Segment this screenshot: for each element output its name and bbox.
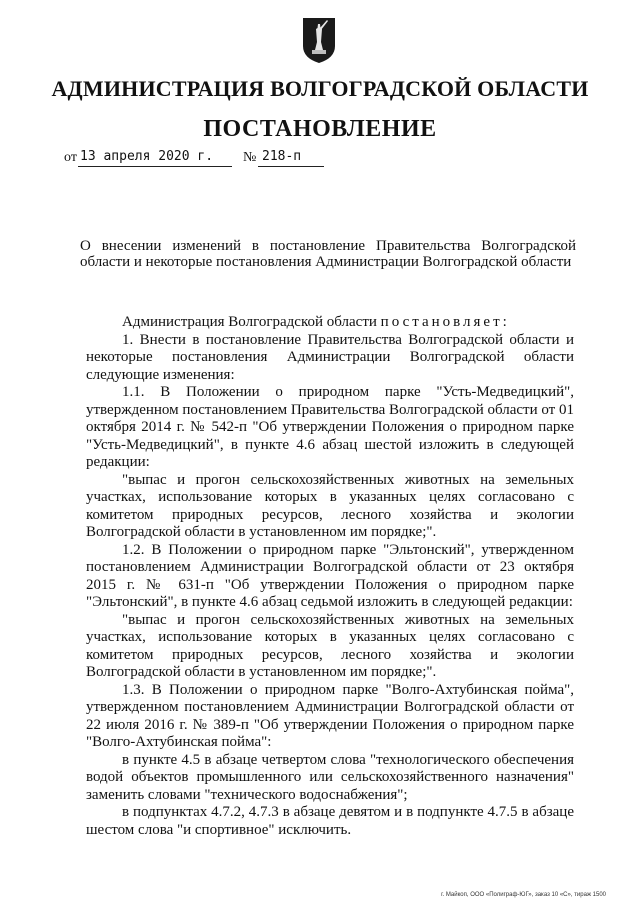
paragraph-1-3-item-a: в пункте 4.5 в абзаце четвертом слова "технологического обеспечения водой объектов промышленного или сельскохозяйственного назначения" заменить словами "технического водоснабжения"; xyxy=(86,751,574,803)
document-body xyxy=(86,314,574,839)
document-date: 13 апреля 2020 г. xyxy=(80,149,214,164)
paragraph-1-3: 1.3. В Положении о природном парке "Волго-Ахтубинская пойма", утвержденном постановлением Администрации Волгоградской области от 22 июля 2016 г. № 389-п "Об утверждении Положения о природном парке "Волго-Ахтубинская пойма": xyxy=(86,681,574,750)
paragraph-1-2: 1.2. В Положении о природном парке "Эльтонский", утвержденном постановлением Администрации Волгоградской области от 23 октября 2015 г. № 631-п "Об утверждении Положения о природном парке "Эльтонский", в пункте 4.6 абзац седьмой изложить в следующей редакции: xyxy=(86,541,574,610)
paragraph-1-1-quote: "выпас и прогон сельскохозяйственных животных на земельных участках, использование которых в указанных целях согласовано с комитетом природных ресурсов, лесного хозяйства и экологии Волгоградской области в установленном им порядке;". xyxy=(86,471,574,540)
paragraph-1-3-item-b: в подпунктах 4.7.2, 4.7.3 в абзаце девятом и в подпункте 4.7.5 в абзаце шестом слова "и спортивное" исключить. xyxy=(86,804,574,838)
date-underline xyxy=(78,166,232,167)
intro-verb: постановляет: xyxy=(380,314,510,330)
printer-note: г. Майкоп, ООО «Полиграф-ЮГ», заказ 10 «С», тираж 1500 xyxy=(441,892,606,898)
intro-prefix: Администрация Волгоградской области xyxy=(122,314,377,330)
organization-name: АДМИНИСТРАЦИЯ ВОЛГОГРАДСКОЙ ОБЛАСТИ xyxy=(51,76,589,101)
date-from-label: от xyxy=(64,150,77,165)
number-underline xyxy=(258,166,324,167)
document-number-label: № xyxy=(243,150,257,165)
document-number: 218-п xyxy=(262,149,302,164)
document-subject: О внесении изменений в постановление Правительства Волгоградской области и некоторые постановления Администрации Волгоградской области xyxy=(80,238,576,270)
intro-paragraph xyxy=(86,314,574,332)
paragraph-1-1: 1.1. В Положении о природном парке "Усть-Медведицкий", утвержденном постановлением Правительства Волгоградской области от 01 октября 2014 г. № 542-п "Об утверждении Положения о природном парке "Усть-Медведицкий", в пункте 4.6 абзац шестой изложить в следующей редакции: xyxy=(86,384,574,470)
paragraph-1-2-quote: "выпас и прогон сельскохозяйственных животных на земельных участках, использование которых в указанных целях согласовано с комитетом природных ресурсов, лесного хозяйства и экологии Волгоградской области в установленном им порядке;". xyxy=(86,611,574,680)
document-type-title: ПОСТАНОВЛЕНИЕ xyxy=(203,116,437,142)
paragraph-1: 1. Внести в постановление Правительства Волгоградской области и некоторые постановления Администрации Волгоградской области следующие изменения: xyxy=(86,331,574,383)
volgograd-coat-of-arms-icon xyxy=(301,16,337,64)
